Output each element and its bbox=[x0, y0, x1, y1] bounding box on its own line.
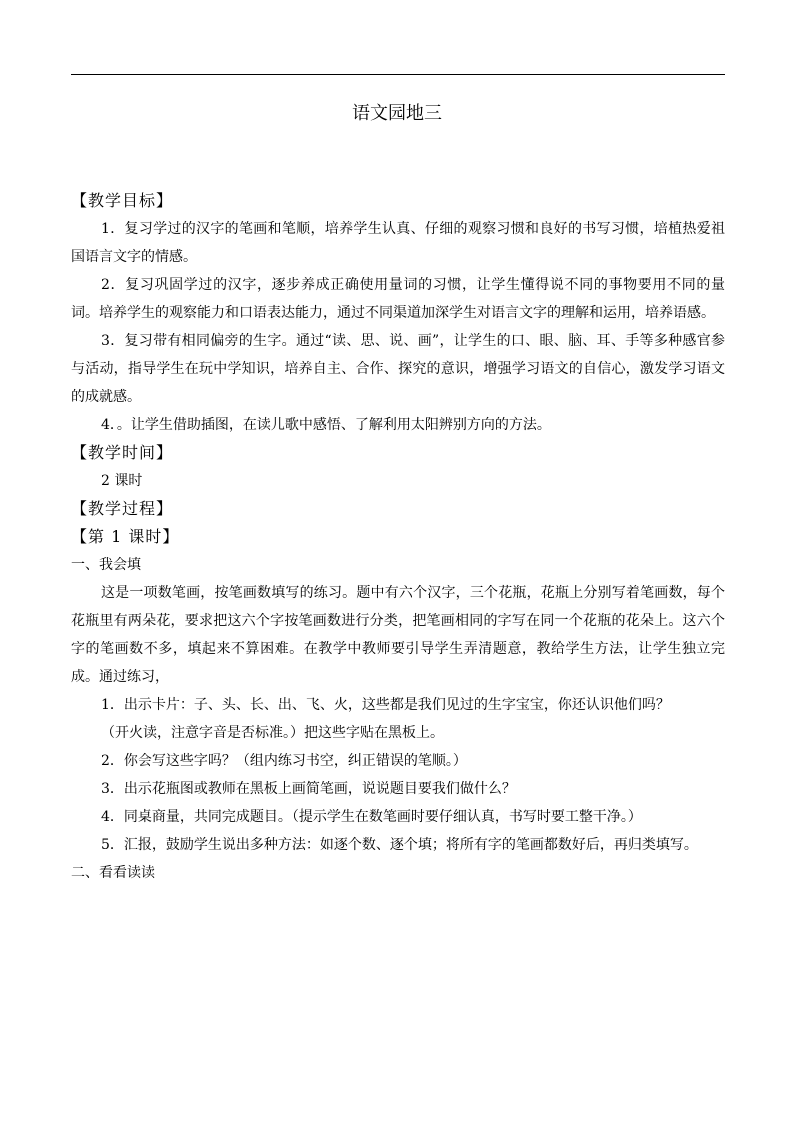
header-rule bbox=[71, 74, 725, 75]
goals-heading: 【教学目标】 bbox=[71, 191, 174, 210]
step-item: （开火读，注意字音是否标准。）把这些字贴在黑板上。 bbox=[101, 725, 444, 741]
goal-item: 2．复习巩固学过的汉字，逐步养成正确使用量词的习惯，让学生懂得说不同的事物要用不同的量词。培养学生的观察能力和口语表达能力，通过不同渠道加深学生对语言文字的理解和运用，培养语感。 bbox=[71, 277, 725, 321]
step-item: 3．出示花瓶图或教师在黑板上画简笔画，说说题目要我们做什么？ bbox=[101, 781, 516, 797]
step-item: 4．同桌商量，共同完成题目。（提示学生在数笔画时要仔细认真，书写时要工整干净。） bbox=[101, 809, 642, 825]
part1-title: 一、我会填 bbox=[71, 557, 141, 573]
goal-item: 3．复习带有相同偏旁的生字。通过“读、思、说、画”，让学生的口、眼、脑、耳、手等多种感官参与活动，指导学生在玩中学知识，培养自主、合作、探究的意识，增强学习语文的自信心，激发学习语文的成就感。 bbox=[71, 333, 725, 405]
time-heading: 【教学时间】 bbox=[71, 443, 174, 462]
part2-title: 二、看看读读 bbox=[71, 865, 155, 881]
goal-item: 1．复习学过的汉字的笔画和笔顺，培养学生认真、仔细的观察习惯和良好的书写习惯，培植热爱祖国语言文字的情感。 bbox=[71, 221, 725, 265]
part1-intro: 这是一项数笔画，按笔画数填写的练习。题中有六个汉字，三个花瓶，花瓶上分别写着笔画数，每个花瓶里有两朵花，要求把这六个字按笔画数进行分类，把笔画相同的字写在同一个花瓶的花朵上。这六个字的笔画数不多，填起来不算困难。在教学中教师要引导学生弄清题意，教给学生方法，让学生独立完成。通过练习， bbox=[71, 585, 725, 685]
lesson1-heading: 【第 1 课时】 bbox=[71, 527, 180, 546]
process-heading: 【教学过程】 bbox=[71, 499, 174, 518]
time-value: 2 课时 bbox=[101, 473, 143, 489]
step-item: 1．出示卡片：子、头、长、出、飞、火，这些都是我们见过的生字宝宝，你还认识他们吗？ bbox=[101, 697, 670, 713]
document-body bbox=[71, 187, 725, 887]
page-title: 语文园地三 bbox=[352, 103, 442, 124]
step-item: 2．你会写这些字吗？（组内练习书空，纠正错误的笔顺。） bbox=[101, 753, 467, 769]
goal-item: 4．。让学生借助插图，在读儿歌中感悟、了解利用太阳辨别方向的方法。 bbox=[101, 417, 551, 433]
step-item: 5．汇报，鼓励学生说出多种方法：如逐个数、逐个填；将所有字的笔画都数好后，再归类填写。 bbox=[101, 837, 698, 853]
